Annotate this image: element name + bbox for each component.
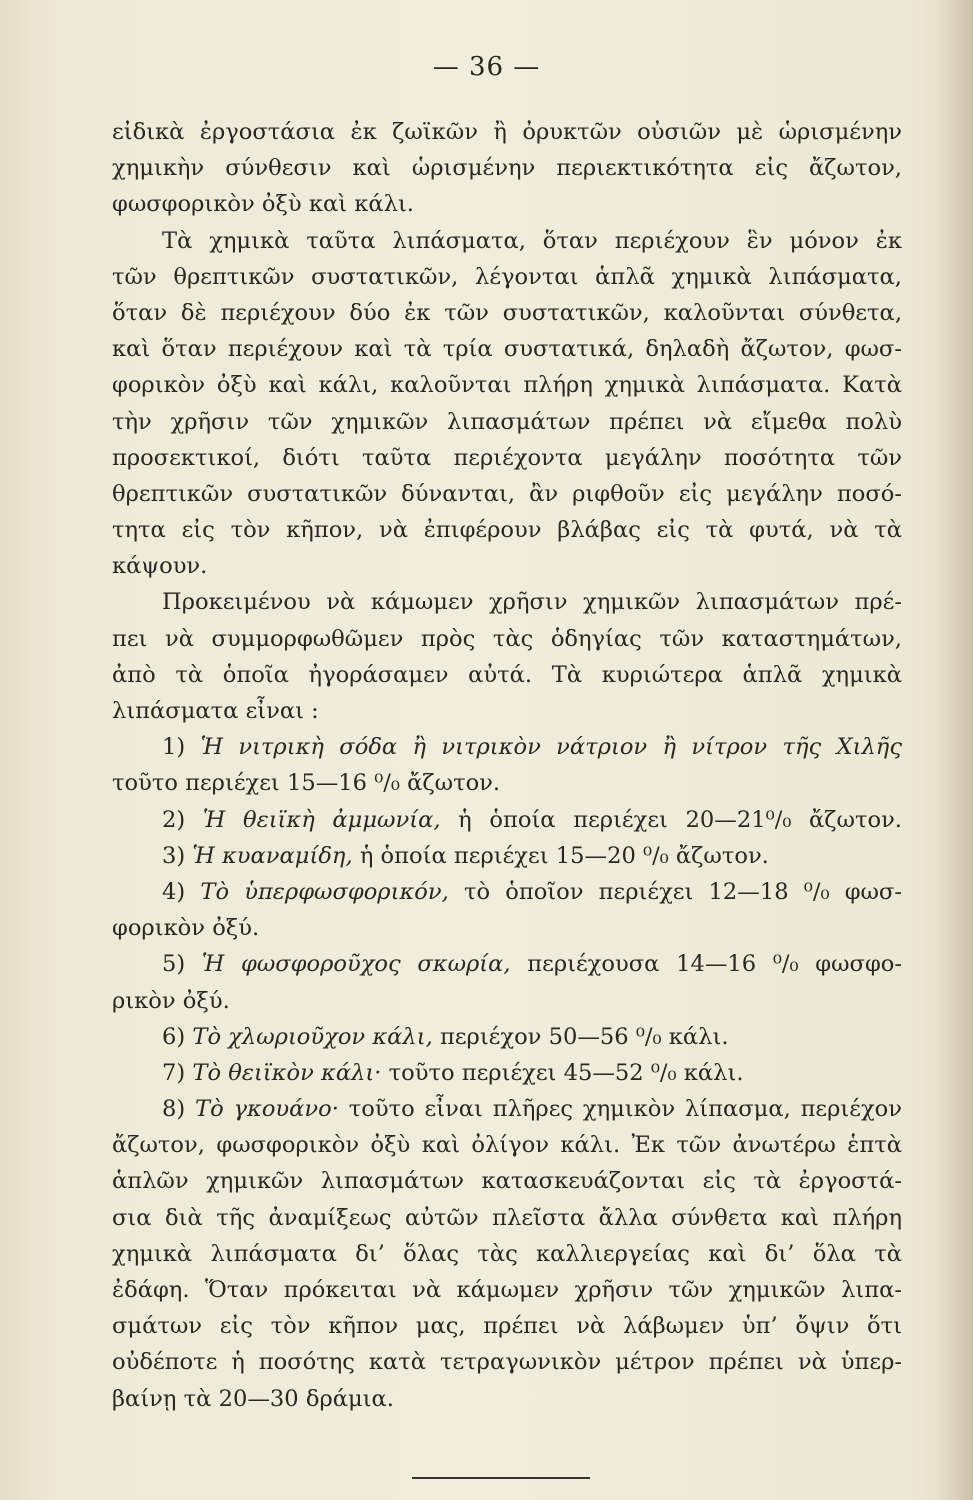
text-segment: χημικὴν σύνθεσιν καὶ ὡρισμένην περιεκτικότητα εἰς ἄζωτον, xyxy=(112,155,902,182)
italic-term: Τὸ θειϊκὸν κάλι· xyxy=(192,1059,382,1086)
text-line xyxy=(112,404,902,440)
body-text xyxy=(112,114,902,1417)
text-line xyxy=(112,1019,902,1055)
text-line xyxy=(112,838,902,874)
text-segment: τὴν χρῆσιν τῶν χημικῶν λιπασμάτων πρέπει νὰ εἴμεθα πολὺ xyxy=(112,408,902,435)
text-line xyxy=(112,621,902,657)
text-segment: τοῦτο εἶναι πλῆρες χημικὸν λίπασμα, περιέχον xyxy=(338,1096,902,1123)
text-line xyxy=(112,1236,902,1272)
text-segment: ἀπὸ τὰ ὁποῖα ἠγοράσαμεν αὐτά. Τὰ κυριώτερα ἁπλᾶ χημικὰ xyxy=(112,661,902,688)
text-segment: ἡ ὁποία περιέχει 20—21⁰/₀ ἄζωτον. xyxy=(440,806,902,833)
text-segment: περιέχουσα 14—16 ⁰/₀ φωσφο- xyxy=(510,951,902,978)
text-segment: βαίνῃ τὰ 20—30 δράμια. xyxy=(112,1385,394,1412)
text-line xyxy=(112,584,902,620)
text-segment: τοῦτο περιέχει 15—16 ⁰/₀ ἄζωτον. xyxy=(112,770,501,797)
text-segment: ἄζωτον, φωσφορικὸν ὀξὺ καὶ ὀλίγον κάλι. Ἐκ τῶν ἀνωτέρω ἑπτὰ xyxy=(112,1132,902,1159)
text-line xyxy=(112,367,902,403)
text-segment: καὶ ὅταν περιέχουν καὶ τὰ τρία συστατικά, δηλαδὴ ἄζωτον, φωσ- xyxy=(112,336,902,363)
text-segment: 2) xyxy=(162,806,203,833)
italic-term: Ἡ θειϊκὴ ἀμμωνία, xyxy=(202,806,441,833)
text-segment: 1) xyxy=(162,734,201,761)
text-line xyxy=(112,1344,902,1380)
text-segment: Τὰ χημικὰ ταῦτα λιπάσματα, ὅταν περιέχουν ἓν μόνον ἐκ xyxy=(162,227,902,254)
text-line xyxy=(112,548,902,584)
text-line xyxy=(112,150,902,186)
italic-term: Τὸ γκουάνο· xyxy=(195,1096,339,1123)
text-segment: φορικὸν ὀξὺ καὶ κάλι, καλοῦνται πλήρη χημικὰ λιπάσματα. Κατὰ xyxy=(112,372,902,399)
text-segment: τῶν θρεπτικῶν συστατικῶν, λέγονται ἁπλᾶ χημικὰ λιπάσματα, xyxy=(112,263,902,290)
text-segment: τὸ ὁποῖον περιέχει 12—18 ⁰/₀ φωσ- xyxy=(448,878,902,905)
text-segment: λιπάσματα εἶναι : xyxy=(112,698,319,724)
text-line xyxy=(112,1200,902,1236)
text-segment: ὅταν δὲ περιέχουν δύο ἐκ τῶν συστατικῶν, καλοῦνται σύνθετα, xyxy=(112,299,902,326)
text-segment: προσεκτικοί, διότι ταῦτα περιέχοντα μεγάλην ποσότητα τῶν xyxy=(112,444,902,471)
italic-term: Τὸ χλωριοῦχον κάλι, xyxy=(192,1023,433,1050)
text-line xyxy=(112,693,902,729)
text-segment: κάψουν. xyxy=(112,553,208,580)
text-segment: 8) xyxy=(162,1096,196,1123)
text-line xyxy=(112,1127,902,1163)
text-line xyxy=(112,440,902,476)
text-line xyxy=(112,983,902,1019)
text-line xyxy=(112,1272,902,1308)
text-line xyxy=(112,114,902,150)
italic-term: Ἡ κυαναμίδη, xyxy=(192,842,353,869)
text-segment: 3) xyxy=(162,842,193,869)
footer-rule xyxy=(412,1477,590,1479)
text-line xyxy=(112,729,902,765)
text-line xyxy=(112,946,902,982)
text-line xyxy=(112,1163,902,1199)
text-segment: οὐδέποτε ἡ ποσότης κατὰ τετραγωνικὸν μέτρον πρέπει νὰ ὑπερ- xyxy=(112,1349,902,1376)
text-segment: φορικὸν ὀξύ. xyxy=(112,915,260,942)
text-line xyxy=(112,1381,902,1417)
text-segment: ἐδάφη. Ὅταν πρόκειται νὰ κάμωμεν χρῆσιν τῶν χημικῶν λιπα- xyxy=(112,1277,902,1303)
italic-term: Τὸ ὑπερφωσφορικόν, xyxy=(200,878,449,905)
text-segment: ἁπλῶν χημικῶν λιπασμάτων κατασκευάζονται εἰς τὰ ἐργοστά- xyxy=(112,1168,902,1195)
text-segment: ρικὸν ὀξύ. xyxy=(112,987,230,1014)
page-number: — 36 — xyxy=(432,52,541,82)
text-line xyxy=(112,802,902,838)
text-line xyxy=(112,259,902,295)
text-line xyxy=(112,186,902,222)
text-line xyxy=(112,765,902,801)
text-segment: 6) xyxy=(162,1023,193,1050)
book-gutter-shadow xyxy=(937,0,973,1500)
text-line xyxy=(112,657,902,693)
text-segment: περιέχον 50—56 ⁰/₀ κάλι. xyxy=(432,1023,729,1050)
italic-term: Ἡ φωσφοροῦχος σκωρία, xyxy=(201,951,511,978)
italic-term: Ἡ νιτρικὴ σόδα ἢ νιτρικὸν νάτριον ἢ νίτρον τῆς Χιλῆς xyxy=(200,734,902,761)
text-segment: εἰδικὰ ἐργοστάσια ἐκ ζωϊκῶν ἢ ὀρυκτῶν οὐσιῶν μὲ ὡρισμένην xyxy=(112,119,902,145)
text-line xyxy=(112,331,902,367)
text-segment: 4) xyxy=(162,878,201,905)
text-segment: τητα εἰς τὸν κῆπον, νὰ ἐπιφέρουν βλάβας εἰς τὰ φυτά, νὰ τὰ xyxy=(112,517,902,544)
text-line xyxy=(112,1055,902,1091)
text-line xyxy=(112,295,902,331)
text-segment: πει νὰ συμμορφωθῶμεν πρὸς τὰς ὁδηγίας τῶν καταστημάτων, xyxy=(112,625,902,652)
text-line xyxy=(112,512,902,548)
text-segment: φωσφορικὸν ὀξὺ καὶ κάλι. xyxy=(112,191,414,218)
text-line xyxy=(112,1308,902,1344)
text-segment: ἡ ὁποία περιέχει 15—20 ⁰/₀ ἄζωτον. xyxy=(352,842,769,869)
text-segment: τοῦτο περιέχει 45—52 ⁰/₀ κάλι. xyxy=(381,1059,744,1086)
text-segment: χημικὰ λιπάσματα δι’ ὅλας τὰς καλλιεργείας καὶ δι’ ὅλα τὰ xyxy=(112,1240,902,1267)
text-segment: σμάτων εἰς τὸν κῆπον μας, πρέπει νὰ λάβωμεν ὑπ’ ὄψιν ὅτι xyxy=(112,1313,902,1340)
text-segment: θρεπτικῶν συστατικῶν δύνανται, ἂν ριφθοῦν εἰς μεγάλην ποσό- xyxy=(112,480,902,507)
text-line xyxy=(112,1091,902,1127)
text-line xyxy=(112,910,902,946)
text-line xyxy=(112,476,902,512)
text-segment: 5) xyxy=(162,951,202,978)
text-line xyxy=(112,874,902,910)
text-segment: σια διὰ τῆς ἀναμίξεως αὐτῶν πλεῖστα ἄλλα σύνθετα καὶ πλήρη xyxy=(112,1204,902,1231)
text-line xyxy=(112,223,902,259)
text-segment: Προκειμένου νὰ κάμωμεν χρῆσιν χημικῶν λιπασμάτων πρέ- xyxy=(162,589,902,616)
text-segment: 7) xyxy=(162,1059,193,1086)
